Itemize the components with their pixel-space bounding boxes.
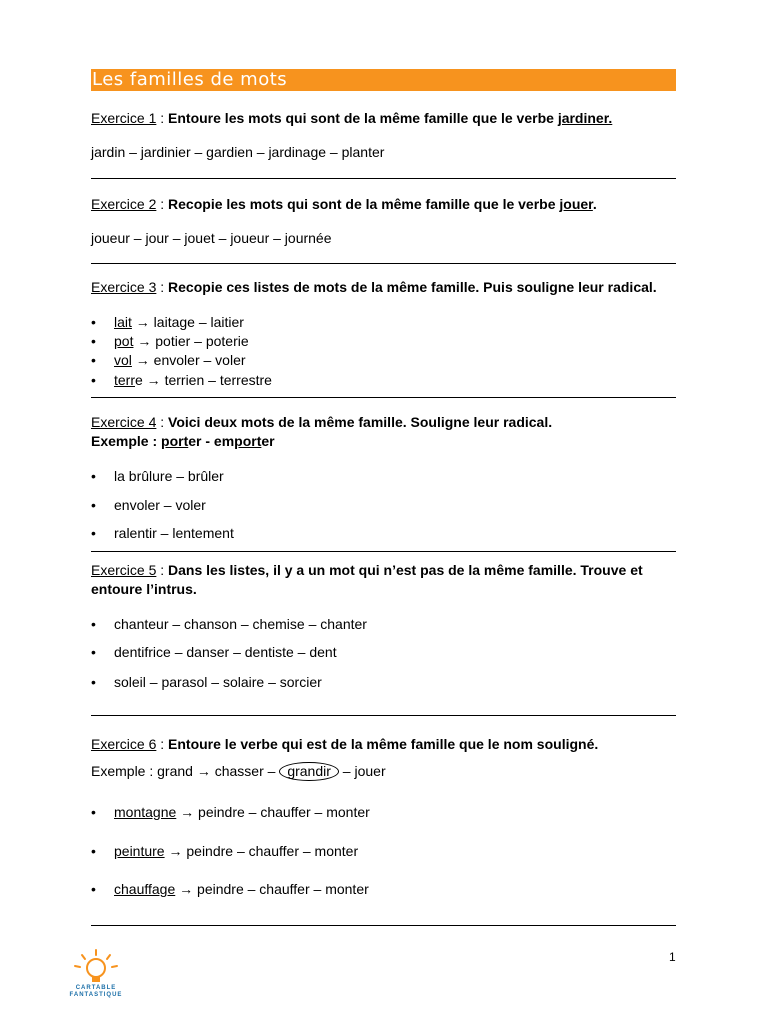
exercise-1-words: jardin – jardinier – gardien – jardinage – planter [91,144,385,160]
exercise-2-heading: Exercice 2 : Recopie les mots qui sont de la même famille que le verbe jouer. [91,196,597,212]
divider [91,178,676,179]
page-title: Les familles de mots [91,69,676,91]
page-number: 1 [669,950,676,964]
divider [91,925,676,926]
divider [91,397,676,398]
exercise-2-words: joueur – jour – jouet – joueur – journée [91,230,332,246]
divider [91,715,676,716]
divider [91,551,676,552]
exercise-4-example: Exemple : porter - emporter [91,433,275,449]
exercise-1-heading: Exercice 1 : Entoure les mots qui sont de la même famille que le verbe jardiner. [91,110,613,126]
exercise-6-example: Exemple : grand → chasser – grandir – jouer [91,763,386,779]
worksheet: Les familles de mots Exercice 1 : Entoure les mots qui sont de la même famille que le verbe jardiner. jardin – jardinier – gardien – jardinage – planter Exercice 2 : Recopie les mots qui sont de la même famille que le verbe jouer. joueur – jour – jouet – joueur – journée Exercice 3 : Recopie ces listes de mots de la même famille. Puis souligne leur radical. • lait → laitage – laitier • pot → potier – poterie • vol → envoler – voler • terre → terrien – terrestre Exercice 4 : Voici deux mots de la même famille. Souligne leur radical. Exemple : porter - emporter • la brûlure – brûler • envoler – voler • ralentir – lentement Exercice 5 : Dans les listes, il y a un mot qui n’est pas de la même famille. Trouve et entoure l’intrus. • chanteur – chanson – chemise – chanter • dentifrice – danser – dentiste – dent • soleil – parasol – solaire – sorcier Exercice 6 : Entoure le verbe qui est de la même famille que le nom souligné. Exemple : grand → chasser – grandir – jouer • montagne → peindre – chauffer – monter • peinture → peindre – chauffer – monter • chauffage → peindre – chauffer – monter [91,69,676,91]
exercise-3-heading: Exercice 3 : Recopie ces listes de mots de la même famille. Puis souligne leur radical. [91,279,657,295]
exercise-5-heading-line2: entoure l’intrus. [91,581,197,597]
exercise-5-heading: Exercice 5 : Dans les listes, il y a un mot qui n’est pas de la même famille. Trouve et [91,562,643,578]
logo-text: CARTABLE FANTASTIQUE [69,985,123,998]
divider [91,263,676,264]
circled-word: grandir [279,762,339,781]
exercise-4-heading: Exercice 4 : Voici deux mots de la même famille. Souligne leur radical. [91,414,553,430]
exercise-6-heading: Exercice 6 : Entoure le verbe qui est de la même famille que le nom souligné. [91,736,599,752]
